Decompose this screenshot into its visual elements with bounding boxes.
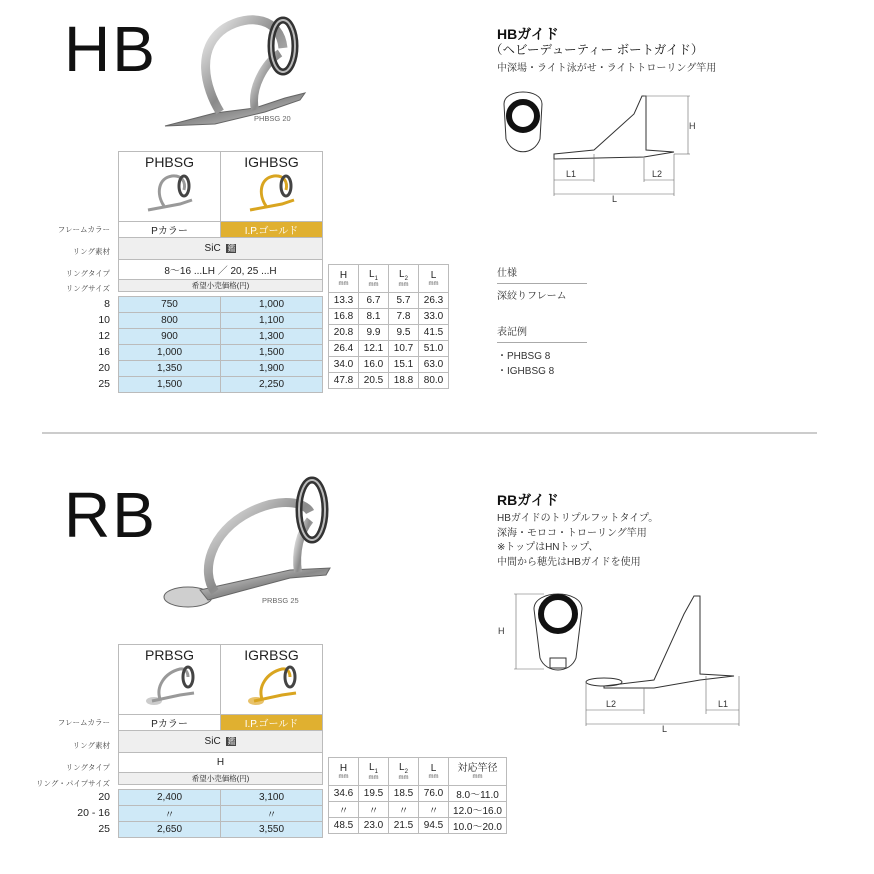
rb-model-ip bbox=[221, 645, 323, 715]
hb-model-ip bbox=[221, 152, 323, 222]
hb-spec-l: L mm bbox=[419, 265, 449, 293]
rb-description bbox=[497, 512, 658, 570]
rb-price-ip: 3,550 bbox=[221, 822, 323, 838]
rb-spec-h: H mm bbox=[329, 758, 359, 786]
hb-spec-value: 深絞りフレーム bbox=[497, 291, 567, 302]
rb-diagram-l2: L2 bbox=[606, 699, 617, 709]
hb-price-p: 1,500 bbox=[119, 377, 221, 393]
rb-spec-l2: $L_2$ mm bbox=[389, 758, 419, 786]
table-row: 34.0 16.0 15.1 63.0 bbox=[329, 357, 449, 373]
rb-spec-rod: 対応竿径 mm bbox=[449, 758, 507, 786]
hb-model-header bbox=[118, 151, 323, 222]
hb-dimension-diagram bbox=[494, 84, 714, 204]
rb-label-frame-color: フレームカラー bbox=[57, 718, 110, 727]
table-row bbox=[119, 790, 323, 806]
rb-frame-p: Pカラー bbox=[119, 715, 221, 731]
hb-notation-item: ・IGHBSG 8 bbox=[497, 366, 555, 377]
table-row: 26.4 12.1 10.7 51.0 bbox=[329, 341, 449, 357]
rb-price-p: 2,400 bbox=[119, 790, 221, 806]
rb-desc-line: ※トップはHNトップ、 bbox=[497, 542, 599, 553]
hb-model-p-name: PHBSG bbox=[144, 154, 194, 170]
hb-label-ring-material: リング素材 bbox=[72, 247, 110, 256]
hb-notation-divider bbox=[497, 342, 587, 343]
hb-size: 20 bbox=[98, 362, 110, 374]
table-row: 47.8 20.5 18.8 80.0 bbox=[329, 373, 449, 389]
rb-desc-line: HBガイドのトリプルフットタイプ。 bbox=[497, 513, 659, 524]
hb-attr-table bbox=[118, 221, 323, 292]
table-row: 〃 〃 〃 〃 12.0～16.0 bbox=[329, 802, 507, 818]
rb-frame-ip: I.P.ゴールド bbox=[221, 715, 323, 731]
hb-price-ip: 1,500 bbox=[221, 345, 323, 361]
hb-spec-h: H mm bbox=[329, 265, 359, 293]
rb-model-ip-name: IGRBSG bbox=[244, 647, 299, 663]
hb-price-p: 750 bbox=[119, 297, 221, 313]
hb-diagram-l2: L2 bbox=[652, 169, 663, 179]
hb-label-ring-type: リングタイプ bbox=[65, 269, 110, 278]
table-row bbox=[119, 345, 323, 361]
table-row: 34.6 19.5 18.5 76.0 8.0～11.0 bbox=[329, 786, 507, 802]
rb-ring-mark: 鑑 bbox=[227, 737, 236, 746]
rb-p-thumb bbox=[140, 663, 200, 707]
rb-diagram-h: H bbox=[498, 626, 505, 636]
table-row bbox=[119, 297, 323, 313]
hb-size: 8 bbox=[104, 298, 110, 310]
table-row: 48.5 23.0 21.5 94.5 10.0～20.0 bbox=[329, 818, 507, 834]
hb-price-table bbox=[118, 296, 323, 393]
hb-frame-p: Pカラー bbox=[119, 222, 221, 238]
rb-label-ring-size: リング・パイプサイズ bbox=[35, 779, 110, 788]
rb-model-p-name: PRBSG bbox=[144, 647, 194, 663]
rb-price-ip: 〃 bbox=[221, 806, 323, 822]
hb-p-thumb bbox=[140, 170, 200, 214]
rb-label-ring-type: リングタイプ bbox=[65, 763, 110, 772]
table-row bbox=[119, 313, 323, 329]
rb-price-p: 2,650 bbox=[119, 822, 221, 838]
rb-spec-table bbox=[328, 757, 507, 834]
hb-subtitle: （ヘビーデューティー ボートガイド） bbox=[490, 43, 704, 57]
hb-spec-table bbox=[328, 264, 449, 389]
rb-price-ip: 3,100 bbox=[221, 790, 323, 806]
hb-size: 16 bbox=[98, 346, 110, 358]
hb-spec-l1: $L_1$ mm bbox=[359, 265, 389, 293]
table-row: 13.3 6.7 5.7 26.3 bbox=[329, 293, 449, 309]
hb-model-p bbox=[119, 152, 221, 222]
rb-desc-line: 中間から穂先はHBガイドを使用 bbox=[497, 556, 641, 568]
rb-size: 25 bbox=[98, 823, 110, 835]
rb-ring-type: H bbox=[119, 753, 323, 773]
rb-label-ring-material: リング素材 bbox=[72, 741, 110, 750]
hb-size-column bbox=[0, 296, 110, 392]
rb-price-header: 希望小売価格(円) bbox=[119, 773, 323, 785]
hb-diagram-h: H bbox=[689, 121, 696, 131]
hb-price-p: 1,350 bbox=[119, 361, 221, 377]
hb-spec-divider bbox=[497, 283, 587, 284]
rb-section-code: RB bbox=[64, 479, 157, 551]
hb-size: 25 bbox=[98, 378, 110, 390]
section-divider bbox=[42, 432, 817, 434]
hb-price-ip: 1,900 bbox=[221, 361, 323, 377]
hb-ring-type: 8～16 ...LH ／ 20, 25 ...H bbox=[119, 260, 323, 280]
table-row bbox=[119, 377, 323, 393]
hb-notation-item: ・PHBSG 8 bbox=[497, 351, 551, 362]
rb-spec-l: L mm bbox=[419, 758, 449, 786]
rb-price-p: 〃 bbox=[119, 806, 221, 822]
hb-model-ip-name: IGHBSG bbox=[244, 154, 299, 170]
rb-model-p bbox=[119, 645, 221, 715]
hb-size: 10 bbox=[98, 314, 110, 326]
hb-diagram-l1: L1 bbox=[566, 169, 577, 179]
hb-price-header: 希望小売価格(円) bbox=[119, 280, 323, 292]
hb-spec-l2: $L_2$ mm bbox=[389, 265, 419, 293]
rb-diagram-l: L bbox=[662, 724, 668, 734]
hb-label-frame-color: フレームカラー bbox=[57, 225, 110, 234]
hb-section-code: HB bbox=[64, 13, 157, 85]
hb-label-ring-size: リングサイズ bbox=[65, 284, 110, 293]
hb-spec-header bbox=[329, 265, 449, 293]
hb-title: HBガイド bbox=[497, 26, 559, 42]
hb-price-ip: 1,000 bbox=[221, 297, 323, 313]
table-row: 20.8 9.9 9.5 41.5 bbox=[329, 325, 449, 341]
rb-attr-table bbox=[118, 714, 323, 785]
rb-size: 20 bbox=[98, 791, 110, 803]
rb-desc-line: 深海・モロコ・トローリング竿用 bbox=[497, 527, 647, 539]
hb-size: 12 bbox=[98, 330, 110, 342]
rb-ring-material bbox=[119, 731, 323, 753]
hb-price-ip: 1,100 bbox=[221, 313, 323, 329]
hb-price-p: 800 bbox=[119, 313, 221, 329]
table-row bbox=[119, 806, 323, 822]
hb-price-ip: 2,250 bbox=[221, 377, 323, 393]
rb-size-column bbox=[0, 789, 110, 837]
hb-ip-thumb bbox=[242, 170, 302, 214]
hb-image-caption: PHBSG 20 bbox=[254, 114, 291, 123]
rb-model-header bbox=[118, 644, 323, 715]
hb-frame-ip: I.P.ゴールド bbox=[221, 222, 323, 238]
rb-title: RBガイド bbox=[497, 492, 559, 508]
rb-image-caption: PRBSG 25 bbox=[262, 596, 299, 605]
rb-ring-material-text: SiC bbox=[204, 736, 221, 747]
hb-diagram-l: L bbox=[612, 194, 618, 204]
hb-usage: 中深場・ライト泳がせ・ライトトローリング竿用 bbox=[497, 63, 717, 74]
rb-ip-thumb bbox=[242, 663, 302, 707]
hb-ring-material-text: SiC bbox=[204, 243, 221, 254]
hb-ring-material bbox=[119, 238, 323, 260]
rb-size: 20 - 16 bbox=[77, 807, 110, 819]
table-row bbox=[119, 329, 323, 345]
table-row: 16.8 8.1 7.8 33.0 bbox=[329, 309, 449, 325]
hb-notation-label: 表記例 bbox=[497, 327, 527, 338]
hb-price-ip: 1,300 bbox=[221, 329, 323, 345]
rb-guide-image bbox=[150, 472, 335, 612]
hb-price-p: 1,000 bbox=[119, 345, 221, 361]
hb-ring-mark: 鑑 bbox=[227, 244, 236, 253]
hb-price-p: 900 bbox=[119, 329, 221, 345]
table-row bbox=[119, 361, 323, 377]
rb-diagram-l1: L1 bbox=[718, 699, 729, 709]
hb-spec-label: 仕様 bbox=[497, 268, 517, 279]
table-row bbox=[119, 822, 323, 838]
rb-dimension-diagram bbox=[494, 584, 754, 734]
rb-spec-header bbox=[329, 758, 507, 786]
rb-price-table bbox=[118, 789, 323, 838]
rb-spec-l1: $L_1$ mm bbox=[359, 758, 389, 786]
hb-guide-image bbox=[155, 8, 315, 133]
